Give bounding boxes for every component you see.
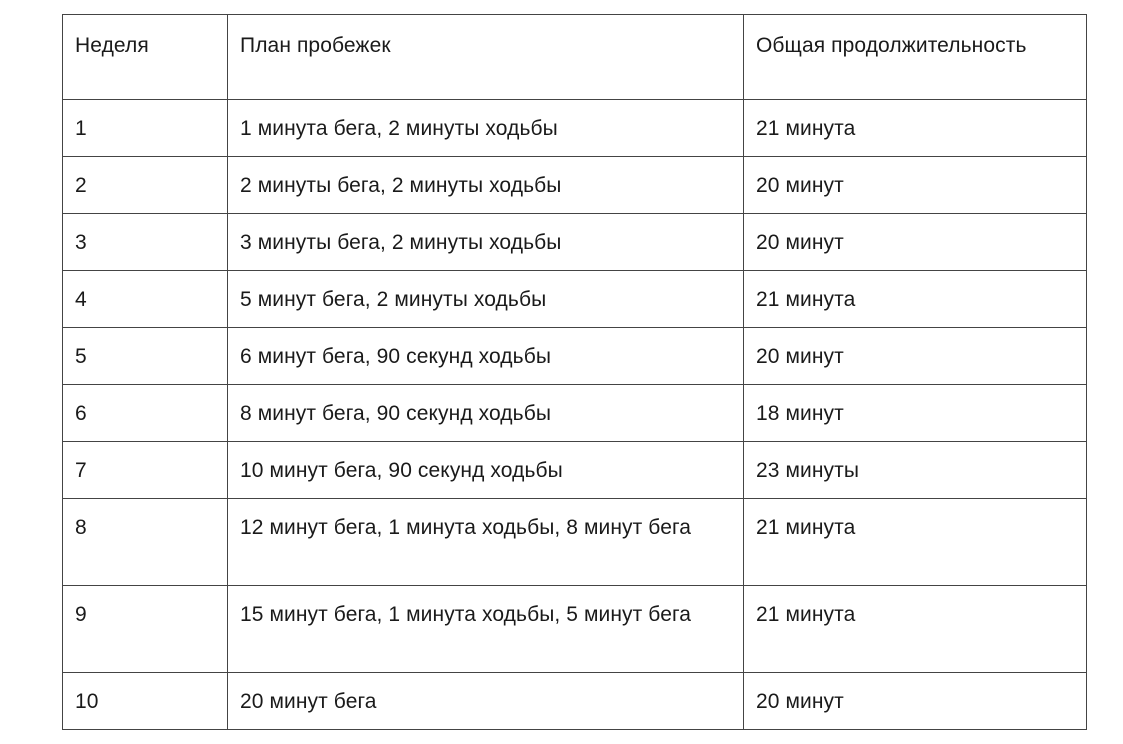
cell-week: 2 [63, 157, 228, 214]
cell-total: 20 минут [744, 328, 1087, 385]
cell-plan: 15 минут бега, 1 минута ходьбы, 5 минут бега [228, 586, 744, 673]
cell-week: 8 [63, 499, 228, 586]
cell-plan: 20 минут бега [228, 673, 744, 730]
cell-week: 3 [63, 214, 228, 271]
cell-plan: 8 минут бега, 90 секунд ходьбы [228, 385, 744, 442]
cell-week: 9 [63, 586, 228, 673]
cell-plan: 5 минут бега, 2 минуты ходьбы [228, 271, 744, 328]
running-plan-table [62, 14, 1087, 730]
cell-plan: 10 минут бега, 90 секунд ходьбы [228, 442, 744, 499]
cell-total: 21 минута [744, 499, 1087, 586]
cell-week: 5 [63, 328, 228, 385]
table-row [63, 271, 1087, 328]
cell-total: 21 минута [744, 586, 1087, 673]
cell-total: 23 минуты [744, 442, 1087, 499]
cell-total: 20 минут [744, 214, 1087, 271]
table-row [63, 442, 1087, 499]
running-plan-table-container [62, 14, 1086, 730]
cell-week: 10 [63, 673, 228, 730]
cell-plan: 12 минут бега, 1 минута ходьбы, 8 минут бега [228, 499, 744, 586]
table-row [63, 157, 1087, 214]
cell-total: 20 минут [744, 157, 1087, 214]
table-header [63, 15, 1087, 100]
table-row [63, 214, 1087, 271]
header-row [63, 15, 1087, 100]
table-row [63, 673, 1087, 730]
cell-plan: 3 минуты бега, 2 минуты ходьбы [228, 214, 744, 271]
table-row [63, 385, 1087, 442]
cell-total: 18 минут [744, 385, 1087, 442]
cell-week: 1 [63, 100, 228, 157]
cell-plan: 6 минут бега, 90 секунд ходьбы [228, 328, 744, 385]
table-row [63, 499, 1087, 586]
table-body [63, 100, 1087, 730]
header-total-duration: Общая продолжительность [744, 15, 1087, 100]
table-row [63, 100, 1087, 157]
cell-plan: 2 минуты бега, 2 минуты ходьбы [228, 157, 744, 214]
table-row [63, 586, 1087, 673]
table-row [63, 328, 1087, 385]
cell-total: 21 минута [744, 271, 1087, 328]
cell-total: 21 минута [744, 100, 1087, 157]
cell-week: 4 [63, 271, 228, 328]
cell-week: 6 [63, 385, 228, 442]
cell-total: 20 минут [744, 673, 1087, 730]
cell-plan: 1 минута бега, 2 минуты ходьбы [228, 100, 744, 157]
header-week: Неделя [63, 15, 228, 100]
cell-week: 7 [63, 442, 228, 499]
header-plan: План пробежек [228, 15, 744, 100]
